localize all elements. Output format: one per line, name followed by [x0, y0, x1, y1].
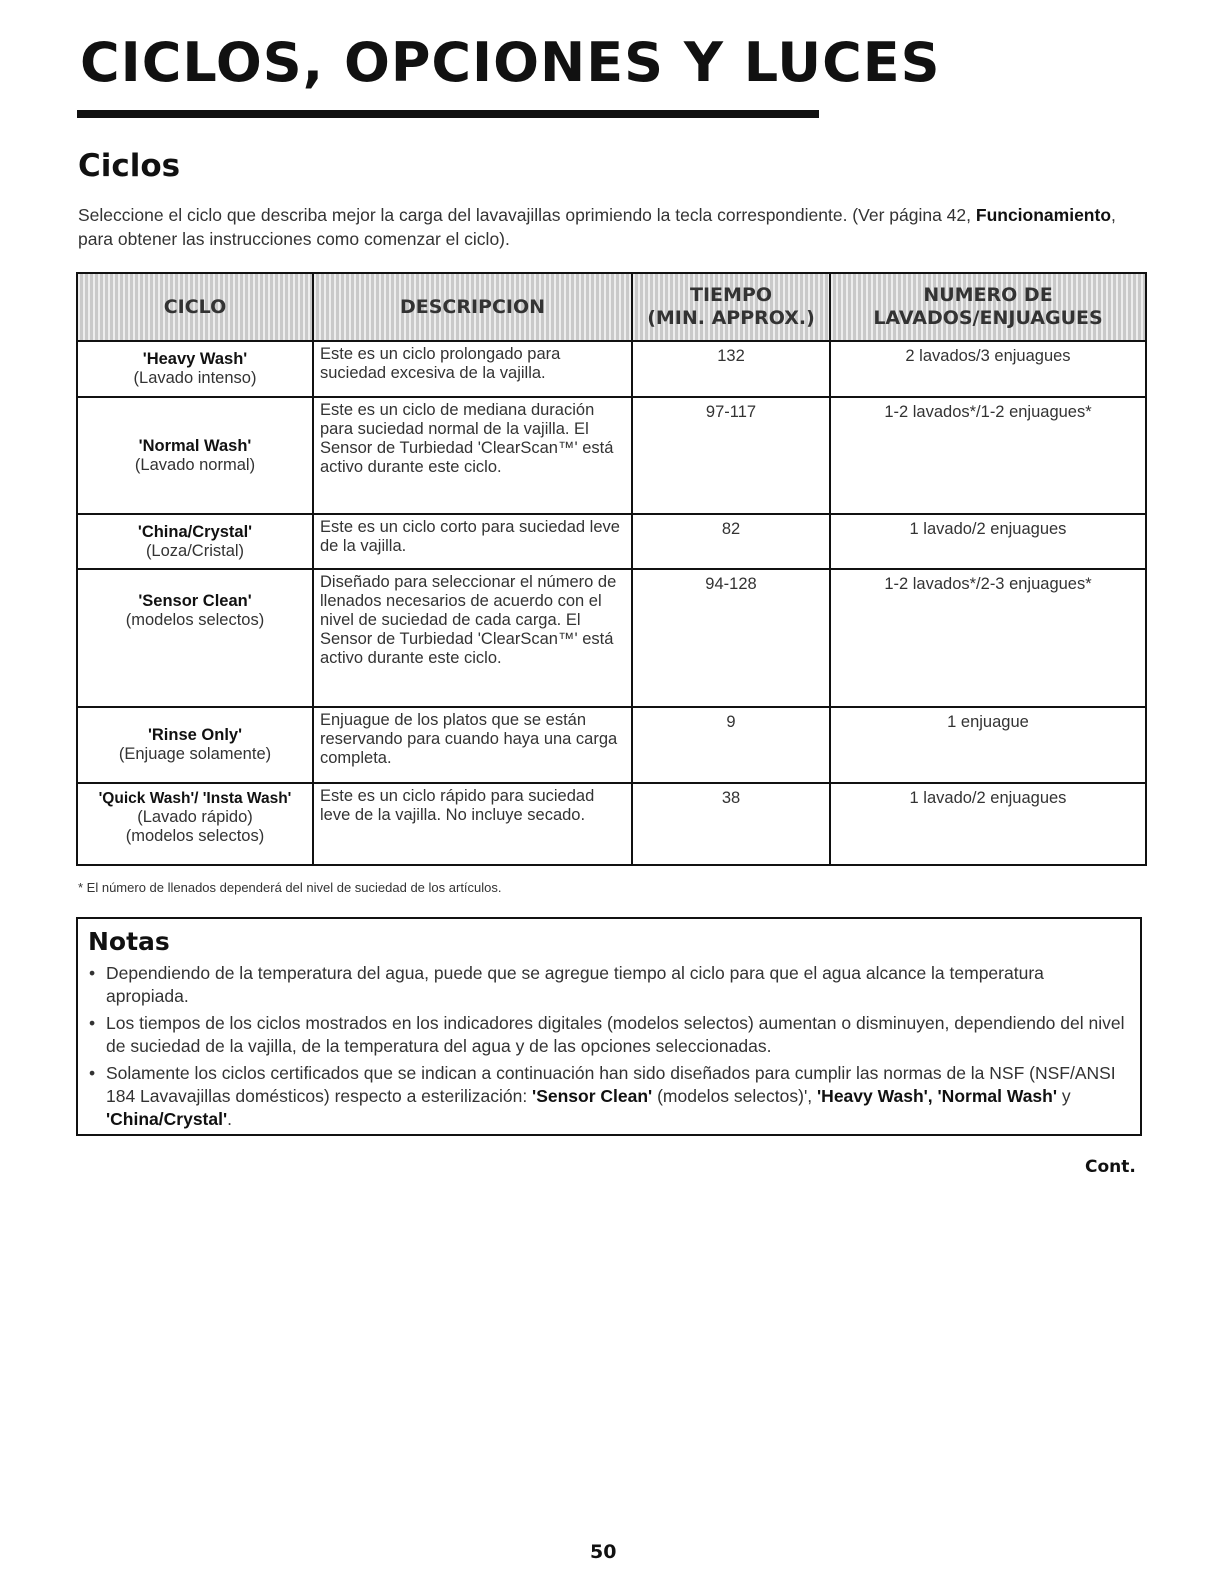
section-title: Ciclos: [78, 148, 181, 184]
note-text: Solamente los ciclos certificados que se indican a continuación han sido diseñados para cumplir las normas de la NSF (NSF/ANSI 184 Lavavajillas domésticos) respecto a esterilización:: [106, 1063, 1116, 1106]
footnote: * El número de llenados dependerá del nivel de suciedad de los artículos.: [78, 880, 502, 895]
cycle-time: 82: [632, 514, 830, 569]
cycle-count: 2 lavados/3 enjuagues: [830, 341, 1146, 397]
note-text: .: [227, 1109, 233, 1129]
cycle-cell: [77, 341, 313, 397]
cycle-cell: [77, 514, 313, 569]
continued-label: Cont.: [1085, 1157, 1136, 1177]
header-time-line1: TIEMPO: [690, 284, 772, 306]
cycle-cell: [77, 397, 313, 514]
intro-paragraph: [78, 203, 1148, 251]
cycle-subname: (Lavado normal): [134, 455, 256, 474]
cycle-subname: (Enjuage solamente): [118, 745, 272, 763]
note-bold: 'Sensor Clean': [532, 1086, 653, 1106]
table-header-row: [77, 273, 1146, 341]
table-row: [77, 397, 1146, 514]
header-count: [830, 273, 1146, 341]
cycle-time: 132: [632, 341, 830, 397]
note-bold: 'China/Crystal': [106, 1109, 228, 1129]
note-item: [106, 1062, 1128, 1131]
cycles-table: [76, 272, 1147, 866]
cycle-count: 1 enjuague: [830, 707, 1146, 783]
cycle-cell: [77, 707, 313, 783]
intro-text-1: Seleccione el ciclo que describa mejor la carga del lavavajillas oprimiendo la tecla correspondiente. (Ver página 42,: [78, 205, 976, 225]
cycle-name: 'Normal Wash': [138, 436, 252, 455]
cycle-description: Este es un ciclo rápido para suciedad leve de la vajilla. No incluye secado.: [313, 783, 632, 865]
cycle-name: 'Sensor Clean': [138, 592, 252, 610]
cycle-time: 38: [632, 783, 830, 865]
title-underline: [77, 110, 819, 118]
page-number: 50: [590, 1541, 617, 1563]
table-row: [77, 514, 1146, 569]
cycle-description: Este es un ciclo corto para suciedad leve de la vajilla.: [313, 514, 632, 569]
notes-list: [106, 962, 1128, 1135]
cycle-name: 'Heavy Wash': [142, 350, 248, 368]
cycle-description: Este es un ciclo prolongado para suciedad excesiva de la vajilla.: [313, 341, 632, 397]
cycle-subname: (Lavado intenso): [133, 369, 257, 387]
intro-text-2: , para obtener las instrucciones como comenzar el ciclo).: [78, 205, 1116, 249]
table-row: [77, 783, 1146, 865]
notes-box: [76, 917, 1142, 1136]
cycle-name: 'Quick Wash'/ 'Insta Wash': [98, 790, 292, 807]
cycle-description: Enjuague de los platos que se están reservando para cuando haya una carga completa.: [313, 707, 632, 783]
table-row: [77, 569, 1146, 707]
cycle-subname: (Loza/Cristal): [145, 541, 245, 560]
cycle-name: 'China/Crystal': [137, 522, 253, 541]
cycle-time: 94-128: [632, 569, 830, 707]
header-count-line2: LAVADOS/ENJUAGUES: [873, 307, 1103, 329]
header-time: [632, 273, 830, 341]
cycle-time: 97-117: [632, 397, 830, 514]
cycle-subname-2: (modelos selectos): [125, 827, 265, 845]
cycle-count: 1-2 lavados*/1-2 enjuagues*: [830, 397, 1146, 514]
table-row: [77, 707, 1146, 783]
cycle-count: 1 lavado/2 enjuagues: [830, 783, 1146, 865]
cycle-subname: (Lavado rápido): [137, 808, 253, 826]
cycle-subname: (modelos selectos): [125, 611, 265, 629]
header-description: DESCRIPCION: [313, 273, 632, 341]
notes-title: Notas: [88, 927, 170, 956]
cycle-count: 1-2 lavados*/2-3 enjuagues*: [830, 569, 1146, 707]
cycle-cell: [77, 783, 313, 865]
header-count-line1: NUMERO DE: [923, 284, 1053, 306]
table-row: [77, 341, 1146, 397]
cycle-description: Este es un ciclo de mediana duración para suciedad normal de la vajilla. El Sensor de Turbiedad 'ClearScan™' está activo durante este ciclo.: [313, 397, 632, 514]
intro-bold-link: Funcionamiento: [975, 205, 1112, 225]
cycle-cell: [77, 569, 313, 707]
header-time-line2: (MIN. APPROX.): [647, 307, 815, 329]
note-bold: 'Heavy Wash', 'Normal Wash': [817, 1086, 1058, 1106]
note-text: y: [1057, 1086, 1071, 1106]
cycle-description: Diseñado para seleccionar el número de llenados necesarios de acuerdo con el nivel de suciedad de cada carga. El Sensor de Turbiedad 'ClearScan™' está activo durante este ciclo.: [313, 569, 632, 707]
note-item: • Los tiempos de los ciclos mostrados en los indicadores digitales (modelos selectos) aumentan o disminuyen, dependiendo del nivel de suciedad de la vajilla, de la temperatura del agua y de las opciones seleccionadas.: [106, 1012, 1128, 1058]
cycle-count: 1 lavado/2 enjuagues: [830, 514, 1146, 569]
cycle-name: 'Rinse Only': [147, 726, 243, 744]
note-text: (modelos selectos)',: [652, 1086, 818, 1106]
cycle-time: 9: [632, 707, 830, 783]
note-item: • Dependiendo de la temperatura del agua, puede que se agregue tiempo al ciclo para que el agua alcance la temperatura apropiada.: [106, 962, 1128, 1008]
header-cycle: CICLO: [77, 273, 313, 341]
page-title: CICLOS, OPCIONES Y LUCES: [80, 31, 941, 94]
